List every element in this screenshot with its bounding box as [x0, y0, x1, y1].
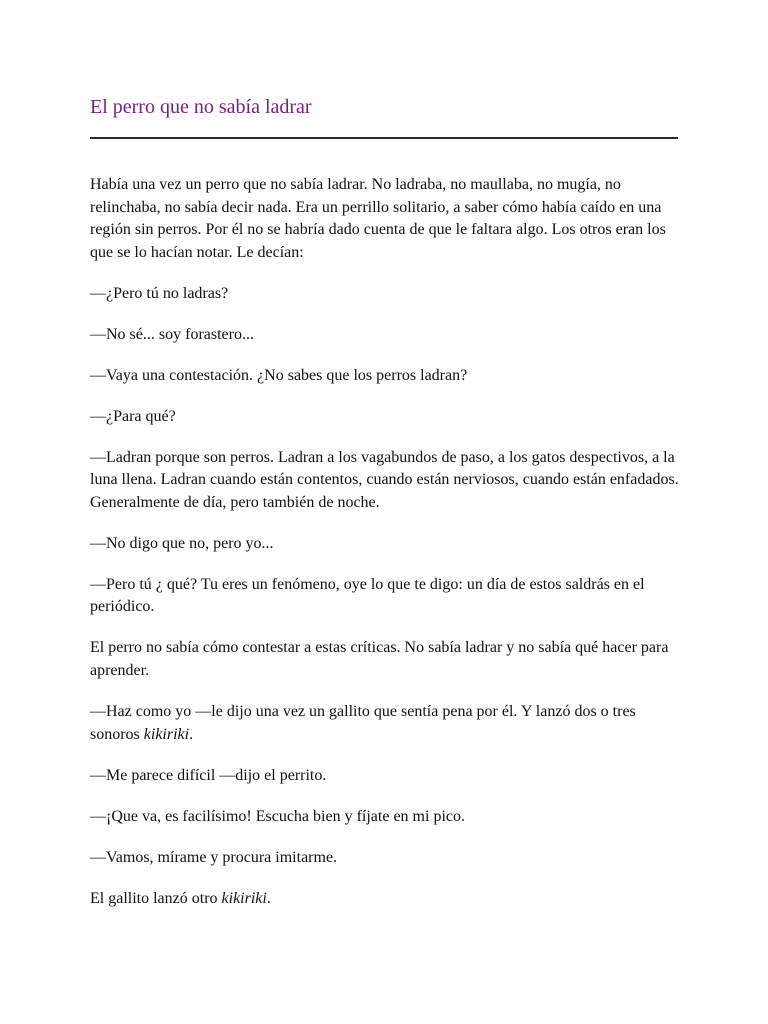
paragraph-2: —¿Pero tú no ladras? — [90, 284, 229, 302]
paragraph-12: —¡Que va, es facilísimo! Escucha bien y fíjate en mi pico. — [90, 807, 465, 825]
paragraph-9: El perro no sabía cómo contestar a estas críticas. No sabía ladrar y no sabía qué hacer para aprender. — [90, 639, 669, 680]
paragraph-14-italic: kikiriki — [221, 889, 267, 907]
paragraph-11: —Me parece difícil —dijo el perrito. — [90, 766, 327, 784]
paragraph-5: —¿Para qué? — [90, 407, 176, 425]
paragraph-8: —Pero tú ¿ qué? Tu eres un fenómeno, oye lo que te digo: un día de estos saldrás en el periódico. — [90, 575, 645, 616]
paragraph-14-end: . — [266, 889, 271, 907]
paragraph-10-text: —Haz como yo —le dijo una vez un gallito que sentía pena por él. Y lanzó dos o tres sonoros — [90, 703, 636, 743]
paragraph-1: Había una vez un perro que no sabía ladrar. No ladraba, no maullaba, no mugía, no relinchaba, no sabía decir nada. Era un perrillo solitario, a saber cómo había caído en una región sin perros. Por él no se habría dado cuenta de que le faltara algo. Los otros eran los que se lo hacían notar. Le decían: — [90, 176, 666, 261]
paragraph-6: —Ladran porque son perros. Ladran a los vagabundos de paso, a los gatos despectivos, a la luna llena. Ladran cuando están contentos, cuando están nerviosos, cuando están enfadados. Generalmente de día, pero también de noche. — [90, 448, 679, 511]
story-body — [90, 174, 682, 929]
paragraph-10 — [90, 701, 682, 746]
paragraph-10-italic: kikiriki — [143, 725, 190, 743]
paragraph-4: —Vaya una contestación. ¿No sabes que los perros ladran? — [90, 366, 468, 384]
paragraph-10-end: . — [189, 725, 194, 743]
paragraph-14 — [90, 888, 682, 911]
title-divider — [90, 137, 678, 139]
paragraph-13: —Vamos, mírame y procura imitarme. — [90, 848, 338, 866]
page-title: El perro que no sabía ladrar — [90, 96, 312, 118]
paragraph-3: —No sé... soy forastero... — [90, 325, 254, 343]
paragraph-14-text: El gallito lanzó otro — [90, 889, 222, 907]
paragraph-7: —No digo que no, pero yo... — [90, 534, 274, 552]
